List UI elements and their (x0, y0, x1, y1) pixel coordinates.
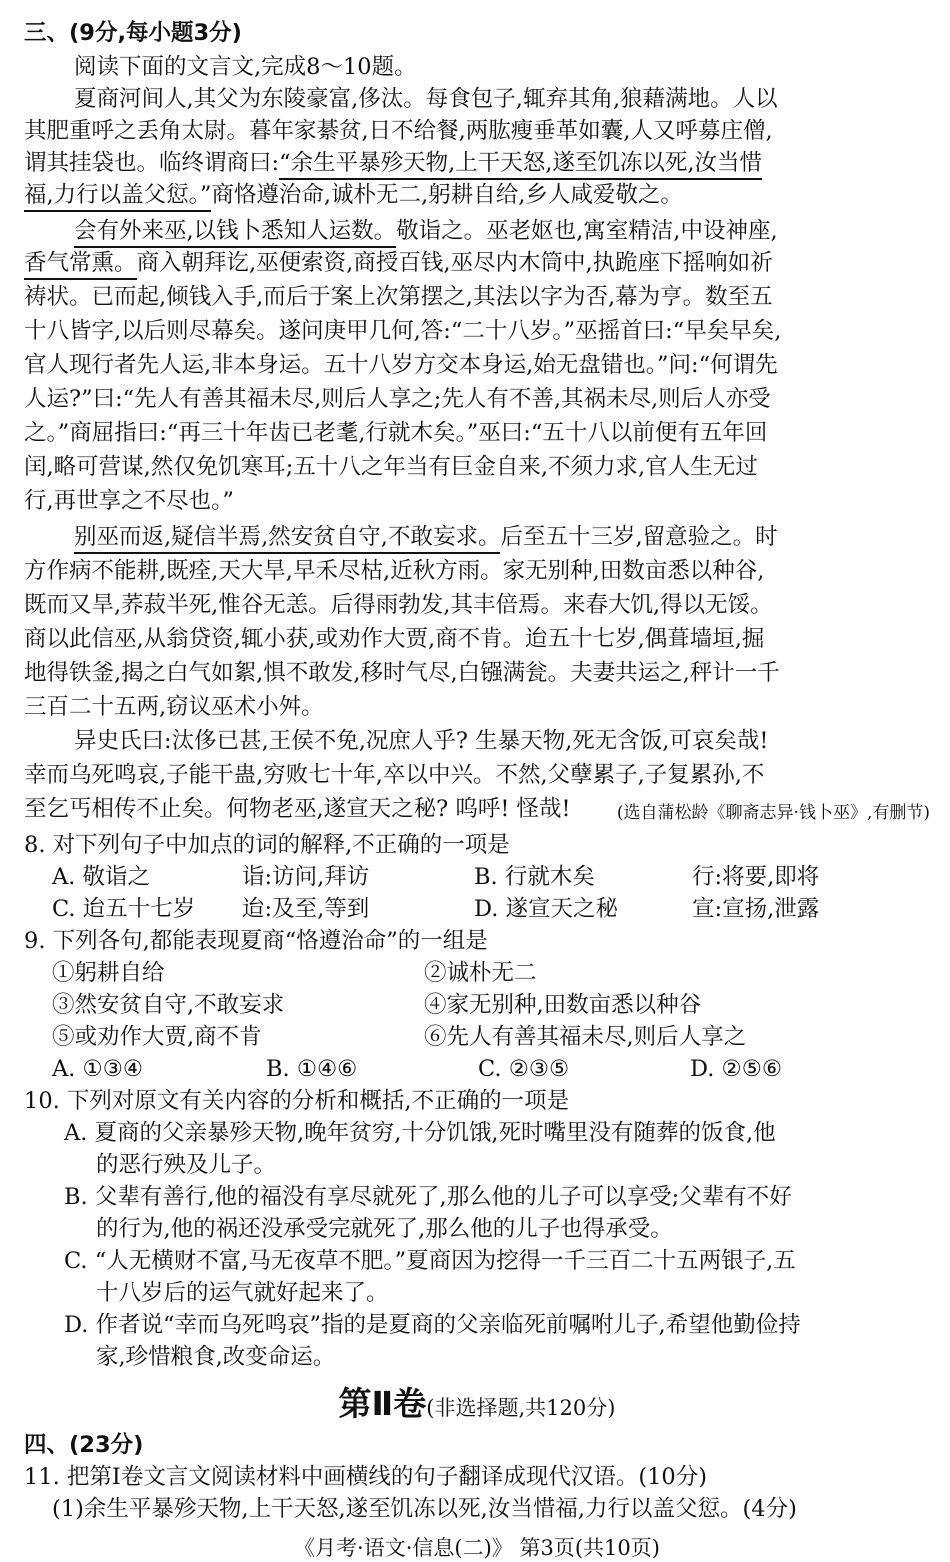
passage-p2-line6: 人运?”曰:“先人有善其福未尽,则后人享之;先人有不善,其祸未尽,则后人亦受 (24, 386, 771, 412)
q9-item-3: ③然安贫自守,不敢妄求 (52, 992, 285, 1018)
section4-heading: 四、(23分) (24, 1432, 144, 1458)
q8-option-d-note: 宣:宣扬,泄露 (692, 896, 820, 922)
q10-option-c: C. “人无横财不富,马无夜草不肥。”夏商因为挖得一千三百二十五两银子,五 (64, 1248, 796, 1274)
q9-stem: 9. 下列各句,都能表现夏商“恪遵治命”的一组是 (24, 928, 488, 954)
volume2-title-main: 第Ⅱ卷 (338, 1384, 427, 1423)
q8-option-c: C. 迨五十七岁 (52, 896, 196, 922)
passage-p2-text: 敬诣之。巫老妪也,寓室精洁,中设神座, (396, 218, 778, 244)
underlined-sentence-1b: 福,力行以盖父愆。” (24, 182, 211, 212)
q9-option-d: D. ②⑤⑥ (690, 1056, 783, 1082)
volume2-subtitle: (非选择题,共120分) (426, 1396, 616, 1420)
page-footer: 《月考·语文·信息(二)》 第3页(共10页) (294, 1536, 660, 1560)
q11-part-1: (1)余生平暴殄天物,上干天怒,遂至饥冻以死,汝当惜福,力行以盖父愆。(4分) (52, 1496, 797, 1522)
q10-option-d-cont: 家,珍惜粮食,改变命运。 (96, 1344, 336, 1370)
underlined-sentence-3: 别巫而返,疑信半焉,然安贫自守,不敢妄求。 (74, 524, 500, 554)
passage-p2-line3: 祷状。已而起,倾钱入手,而后于案上次第摆之,其法以字为否,幕为亨。数至五 (24, 284, 773, 310)
passage-source: (选自蒲松龄《聊斋志异·钱卜巫》,有删节) (616, 803, 930, 823)
q9-item-5: ⑤或劝作大贾,商不肯 (52, 1024, 262, 1050)
q10-option-b-cont: 的行为,他的祸还没承受完就死了,那么他的儿子也得承受。 (96, 1216, 673, 1242)
passage-p2-line9: 行,再世享之不尽也。” (24, 488, 234, 514)
q9-item-1: ①躬耕自给 (52, 960, 165, 986)
passage-p1-text-end: 商恪遵治命,诚朴无二,躬耕自给,乡人咸爱敬之。 (211, 182, 683, 208)
q10-option-d: D. 作者说“幸而乌死鸣哀”指的是夏商的父亲临死前嘱咐儿子,希望他勤俭持 (64, 1312, 801, 1338)
q9-option-a: A. ①③④ (52, 1056, 144, 1082)
q9-option-b: B. ①④⑥ (266, 1056, 358, 1082)
passage-p4-line3: 至乞丐相传不止矣。何物老巫,遂宣天之秘? 呜呼! 怪哉! (24, 796, 571, 822)
volume2-title (24, 1378, 930, 1425)
passage-p1-text: 谓其挂袋也。临终谓商曰: (24, 150, 280, 176)
passage-p4-line1: 异史氏曰:汰侈已甚,王侯不免,况庶人乎? 生暴天物,死无含饭,可哀矣哉! (74, 728, 769, 754)
passage-p3-line1 (74, 522, 778, 552)
q11-stem: 11. 把第Ⅰ卷文言文阅读材料中画横线的句子翻译成现代汉语。(10分) (24, 1464, 708, 1490)
underlined-sentence-1a: “余生平暴殄天物,上干天怒,遂至饥冻以死,汝当惜 (279, 150, 762, 180)
passage-p1-line4 (24, 180, 683, 210)
underlined-sentence-2a: 会有外来巫,以钱卜悉知人运数。 (74, 218, 396, 248)
q8-option-d: D. 遂宣天之秘 (474, 896, 619, 922)
q9-item-2: ②诚朴无二 (424, 960, 537, 986)
passage-p3-line4: 商以此信巫,从翁贷资,辄小获,或劝作大贾,商不肯。迨五十七岁,偶葺墙垣,掘 (24, 626, 765, 652)
passage-p3-text: 后至五十三岁,留意验之。时 (500, 524, 778, 550)
passage-p2-line5: 官人现行者先人运,非本身运。五十八岁方交本身运,始无盘错也。”问:“何谓先 (24, 352, 778, 378)
q10-option-a-cont: 的恶行殃及儿子。 (96, 1152, 277, 1178)
q8-option-b: B. 行就木矣 (474, 864, 595, 890)
passage-p1-line3 (24, 148, 762, 178)
passage-p2-line2 (24, 248, 773, 278)
passage-p1-line1: 夏商河间人,其父为东陵豪富,侈汰。每食包子,辄弃其角,狼藉满地。人以 (74, 86, 778, 112)
passage-p2-line4: 十八皆字,以后则尽幕矣。遂问庚甲几何,答:“二十八岁。”巫摇首曰:“早矣早矣, (24, 318, 782, 344)
q10-stem: 10. 下列对原文有关内容的分析和概括,不正确的一项是 (24, 1088, 570, 1114)
q8-option-c-note: 迨:及至,等到 (242, 896, 370, 922)
q10-option-a: A. 夏商的父亲暴殄天物,晚年贫穷,十分饥饿,死时嘴里没有随葬的饭食,他 (64, 1120, 776, 1146)
passage-p3-line2: 方作病不能耕,既痊,天大旱,早禾尽枯,近秋方雨。家无别种,田数亩悉以种谷, (24, 558, 765, 584)
q9-item-6: ⑥先人有善其福未尽,则后人享之 (424, 1024, 747, 1050)
q8-option-b-note: 行:将要,即将 (692, 864, 820, 890)
passage-p3-line3: 既而又旱,荞菽半死,惟谷无恙。后得雨勃发,其丰倍焉。来春大饥,得以无馁。 (24, 592, 773, 618)
q9-option-c: C. ②③⑤ (478, 1056, 570, 1082)
q8-option-a: A. 敬诣之 (52, 864, 151, 890)
passage-p2-text-b: 商入朝拜讫,巫便索资,商授百钱,巫尽内木筒中,执跪座下摇响如祈 (136, 250, 773, 276)
passage-p2-line8: 闰,略可营谋,然仅免饥寒耳;五十八之年当有巨金自来,不须力求,官人生无过 (24, 454, 758, 480)
section3-intro: 阅读下面的文言文,完成8～10题。 (74, 54, 417, 80)
q8-option-a-note: 诣:访问,拜访 (242, 864, 370, 890)
q9-item-4: ④家无别种,田数亩悉以种谷 (424, 992, 702, 1018)
passage-p2-line7: 之。”商屈指曰:“再三十年齿已老耄,行就木矣。”巫曰:“五十八以前便有五年回 (24, 420, 768, 446)
section3-heading: 三、(9分,每小题3分) (24, 20, 242, 46)
passage-p4-line2: 幸而乌死鸣哀,子能干蛊,穷败七十年,卒以中兴。不然,父孽累子,子复累孙,不 (24, 762, 765, 788)
passage-p1-line2: 其肥重呼之丢角太尉。暮年家綦贫,日不给餐,两肱瘦垂革如囊,人又呼募庄僧, (24, 118, 773, 144)
underlined-sentence-2b: 香气常熏。 (24, 250, 137, 280)
passage-p3-line6: 三百二十五两,窃议巫术小舛。 (24, 694, 324, 720)
q10-option-c-cont: 十八岁后的运气就好起来了。 (96, 1280, 389, 1306)
passage-p2-line1 (74, 216, 778, 246)
passage-p3-line5: 地得铁釜,揭之白气如絮,惧不敢发,移时气尽,白镪满瓮。夫妻共运之,秤计一千 (24, 660, 780, 686)
q8-stem: 8. 对下列句子中加点的词的解释,不正确的一项是 (24, 832, 510, 858)
q10-option-b: B. 父辈有善行,他的福没有享尽就死了,那么他的儿子可以享受;父辈有不好 (64, 1184, 792, 1210)
